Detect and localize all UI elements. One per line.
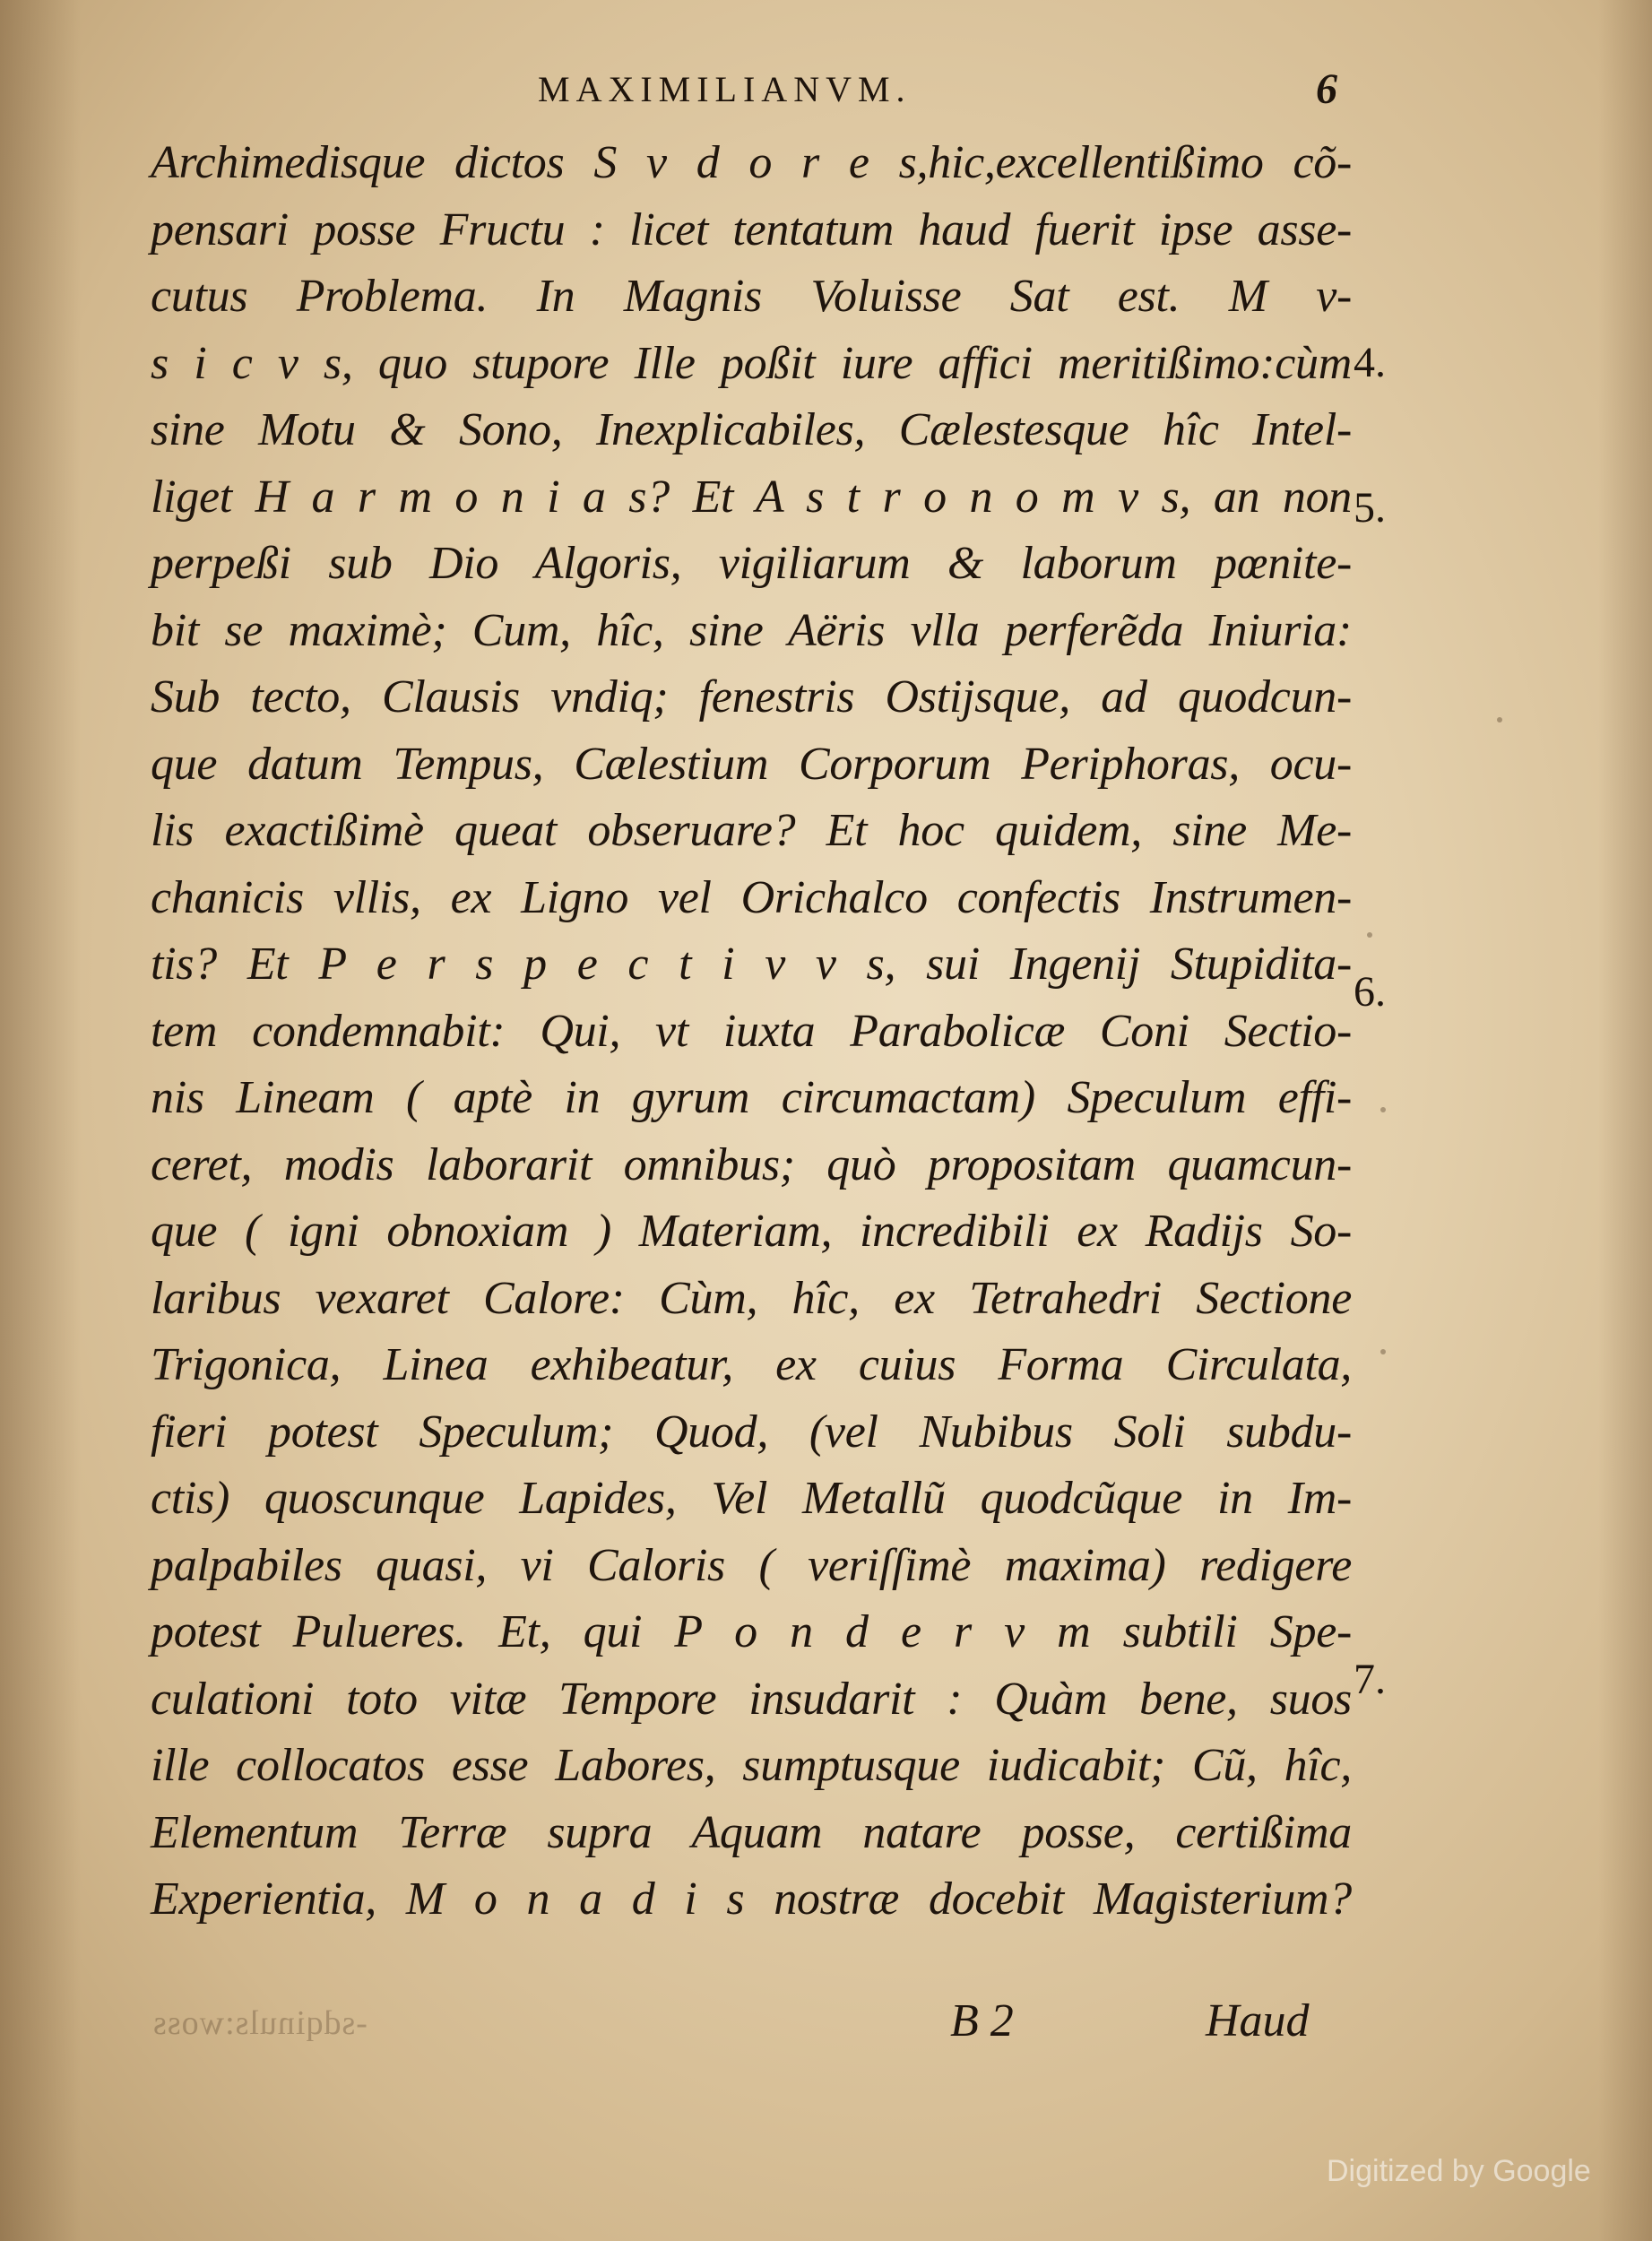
text-line: cutus Problema. In Magnis Voluisse Sat est. M v- [151, 271, 1352, 322]
text-line: tis? Et P e r s p e c t i v v s, sui Ingenij Stupidita- [151, 939, 1352, 990]
text-line: chanicis vllis, ex Ligno vel Orichalco confectis Instrumen- [151, 871, 1352, 923]
text-line: tem condemnabit: Qui, vt iuxta Parabolicæ Coni Sectio- [151, 1005, 1352, 1057]
paper-speck [1497, 717, 1502, 722]
text-line: sine Motu & Sono, Inexplicabiles, Cælestesque hîc Intel- [151, 404, 1352, 455]
text-line: ille collocatos esse Labores, sumptusque iudicabit; Cũ, hîc, [151, 1740, 1352, 1791]
text-line: potest Pulueres. Et, qui P o n d e r v m subtili Spe- [151, 1606, 1352, 1657]
paper-speck [1380, 1349, 1386, 1354]
running-head-title: MAXIMILIANVM. [538, 69, 912, 109]
text-line: pensari posse Fructu : licet tentatum haud fuerit ipse asse- [151, 203, 1352, 255]
page-number: 6 [1316, 65, 1337, 113]
text-line: s i c v s, quo stupore Ille poßit iure affici meritißimo:cùm [151, 337, 1352, 389]
margin-note: 4. [1354, 339, 1386, 386]
text-line: ceret, modis laborarit omnibus; quò propositam quamcun- [151, 1138, 1352, 1190]
text-line: Trigonica, Linea exhibeatur, ex cuius Forma Circulata, [151, 1339, 1352, 1390]
signature-mark: B 2 [950, 1995, 1014, 2046]
text-line: perpeßi sub Dio Algoris, vigiliarum & laborum pœnite- [151, 538, 1352, 589]
paper-speck [1380, 1107, 1386, 1112]
text-line: ctis) quoscunque Lapides, Vel Metallũ quodcũque in Im- [151, 1473, 1352, 1524]
text-line: palpabiles quasi, vi Caloris ( veriſſimè maxima) redigere [151, 1539, 1352, 1591]
text-line: liget H a r m o n i a s? Et A s t r o n o m v s, an non [151, 471, 1352, 523]
text-line: lis exactißimè queat obseruare? Et hoc quidem, sine Me- [151, 805, 1352, 856]
margin-note: 5. [1354, 484, 1386, 532]
catchword: Haud [1206, 1995, 1310, 2046]
text-line: culationi toto vitæ Tempore insudarit : Quàm bene, suos [151, 1673, 1352, 1725]
text-line: Elementum Terræ supra Aquam natare posse, certißima [151, 1806, 1352, 1858]
text-line: bit se maximè; Cum, hîc, sine Aëris vlla perferẽda Iniuria: [151, 604, 1352, 656]
digitized-watermark: Digitized by Google [1327, 2154, 1591, 2188]
text-line: que ( igni obnoxiam ) Materiam, incredibili ex Radijs So- [151, 1206, 1352, 1257]
text-line: nis Lineam ( aptè in gyrum circumactam) Speculum effi- [151, 1072, 1352, 1123]
text-line: fieri potest Speculum; Quod, (vel Nubibus Soli subdu- [151, 1406, 1352, 1458]
margin-note: 7. [1354, 1656, 1386, 1703]
text-line: Sub tecto, Clausis vndiq; fenestris Ostijsque, ad quodcun- [151, 671, 1352, 722]
text-line: laribus vexaret Calore: Cùm, hîc, ex Tetrahedri Sectione [151, 1272, 1352, 1324]
running-head [0, 63, 1652, 117]
paper-speck [1367, 932, 1372, 938]
body-text [151, 130, 1352, 1934]
text-line: Experientia, M o n a d i s nostræ docebit Magisterium? [151, 1873, 1352, 1925]
margin-note: 6. [1354, 968, 1386, 1016]
text-line: Archimedisque dictos S v d o r e s,hic,excellentißimo cõ- [151, 137, 1352, 188]
text-line: que datum Tempus, Cælestium Corporum Periphoras, ocu- [151, 738, 1352, 790]
bleed-through-text: -sdqinuls:woss [152, 2004, 368, 2042]
